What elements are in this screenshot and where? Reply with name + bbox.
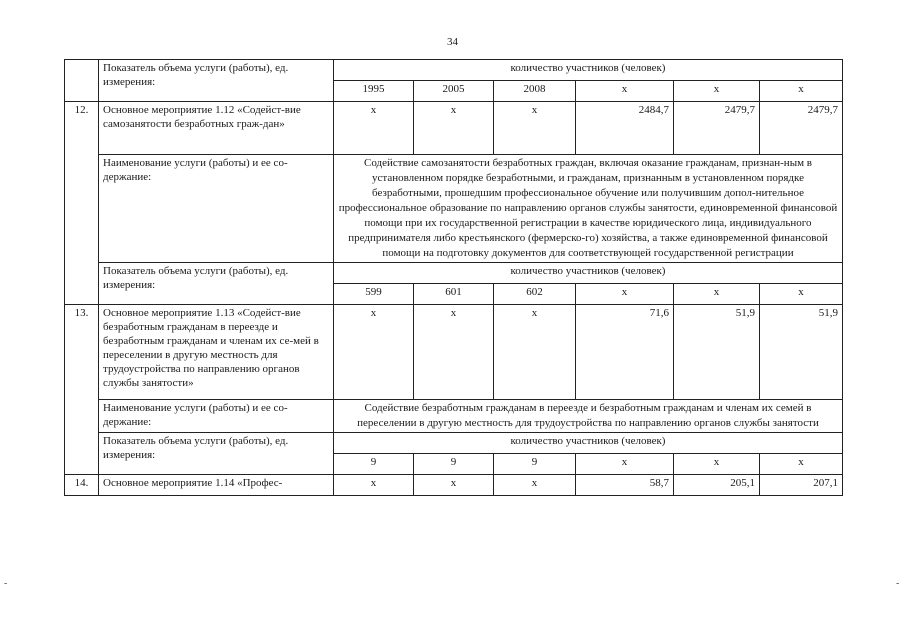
service-content-label: Наименование услуги (работы) и ее со-держание: [99,400,334,433]
volume-value: х [674,284,760,305]
volume-value: 9 [334,454,414,475]
volume-value: 599 [334,284,414,305]
unit-text: количество участников (человек) [334,60,843,81]
funding-value: х [494,475,576,496]
activity-row [65,305,843,400]
volume-value: 601 [414,284,494,305]
funding-value: х [414,475,494,496]
funding-value: 51,9 [760,305,843,400]
activity-name: Основное мероприятие 1.13 «Содейст-вие безработным гражданам в переезде и безработным гражданам и членам их се-мей в переселении в другую местность для трудоустройства по направлению органов службы занятости» [99,305,334,400]
service-content-label: Наименование услуги (работы) и ее со-держание: [99,155,334,263]
funding-value: х [414,305,494,400]
volume-value: х [760,284,843,305]
funding-value: 71,6 [576,305,674,400]
service-description: Содействие самозанятости безработных граждан, включая оказание гражданам, признан-ным в установленном порядке безработными, и гражданам, признанным в установленном порядке безработными, прошедшим профессиональное обучение или получившим допол-нительное профессиональное образование по направлению органов службы занятости, единовременной финансовой помощи при их государственной регистрации в качестве юридического лица, индивидуального предпринимателя либо крестьянского (фермерско-го) хозяйства, а также единовременной финансовой помощи на подготовку документов для соответствующей государственной регистрации [334,155,843,263]
volume-value: 2005 [414,81,494,102]
activity-name: Основное мероприятие 1.14 «Профес- [99,475,334,496]
activity-row [65,102,843,155]
volume-indicator-row [65,433,843,454]
row-number: 13. [65,305,99,475]
unit-text: количество участников (человек) [334,433,843,454]
page-number: 34 [447,36,458,48]
funding-value: х [334,305,414,400]
funding-value: х [494,102,576,155]
service-content-row [65,400,843,433]
volume-value: 1995 [334,81,414,102]
volume-value: 602 [494,284,576,305]
activity-row [65,475,843,496]
funding-value: 2479,7 [760,102,843,155]
volume-value: х [674,454,760,475]
funding-value: х [494,305,576,400]
page-edge-mark: - [4,578,8,589]
page-edge-mark: - [896,578,900,589]
volume-indicator-label: Показатель объема услуги (работы), ед. измерения: [99,60,334,102]
volume-value: х [576,81,674,102]
volume-indicator-row [65,60,843,81]
volume-value: 9 [414,454,494,475]
row-number: 14. [65,475,99,496]
funding-value: х [334,102,414,155]
funding-value: 2484,7 [576,102,674,155]
row-number: 12. [65,102,99,305]
service-description: Содействие безработным гражданам в переезде и безработным гражданам и членам их семей в переселении в другую местность для трудоустройства по направлению органов службы занятости [334,400,843,433]
program-activities-table [64,59,843,496]
funding-value: 2479,7 [674,102,760,155]
activity-name: Основное мероприятие 1.12 «Содейст-вие самозанятости безработных граж-дан» [99,102,334,155]
volume-value: х [576,454,674,475]
volume-indicator-row [65,263,843,284]
funding-value: 51,9 [674,305,760,400]
row-number [65,60,99,102]
volume-indicator-label: Показатель объема услуги (работы), ед. измерения: [99,263,334,305]
unit-text: количество участников (человек) [334,263,843,284]
funding-value: х [414,102,494,155]
volume-value: 2008 [494,81,576,102]
funding-value: 205,1 [674,475,760,496]
volume-value: х [760,81,843,102]
volume-value: х [576,284,674,305]
funding-value: 58,7 [576,475,674,496]
volume-value: х [674,81,760,102]
volume-value: х [760,454,843,475]
volume-indicator-label: Показатель объема услуги (работы), ед. измерения: [99,433,334,475]
funding-value: 207,1 [760,475,843,496]
funding-value: х [334,475,414,496]
volume-value: 9 [494,454,576,475]
service-content-row [65,155,843,263]
